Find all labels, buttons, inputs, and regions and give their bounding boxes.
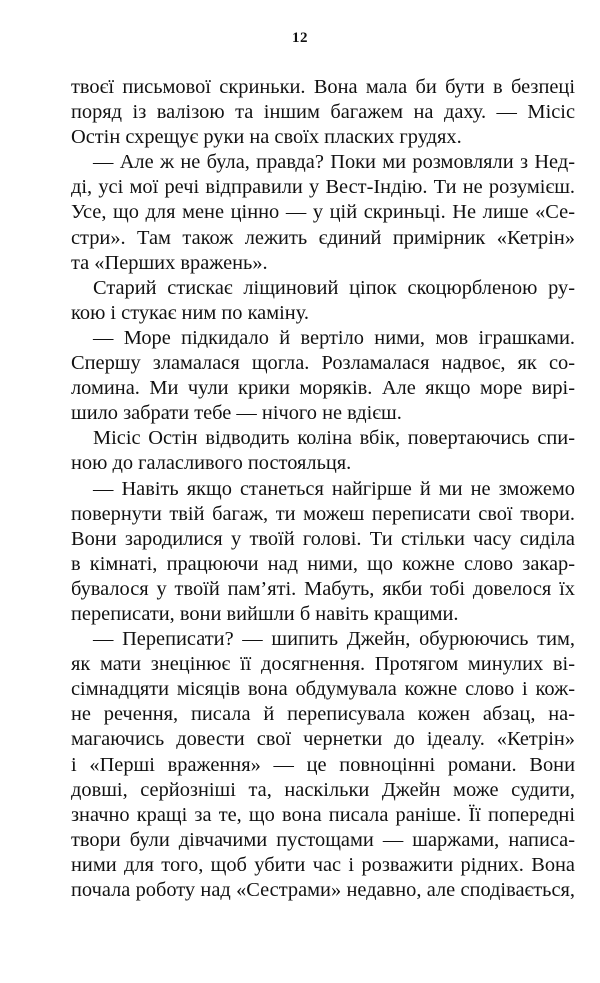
text-line: і «Перші враження» — це повноцінні романи. Вони bbox=[71, 753, 575, 776]
text-line: стри». Там також лежить єдиний примірник «Кетрін» bbox=[71, 226, 575, 249]
text-line: ломина. Ми чули крики моряків. Але якщо море вирі- bbox=[71, 377, 575, 400]
text-line: ді, усі мої речі відправили у Вест-Індію. Ти не розумієш. bbox=[71, 176, 575, 199]
text-line: Спершу зламалася щогла. Розламалася надвоє, як со- bbox=[71, 352, 575, 375]
text-line: магаючись довести свої чернетки до ідеалу. «Кетрін» bbox=[71, 728, 575, 751]
text-line: значно кращі за те, що вона писала раніше. Її попередні bbox=[71, 803, 575, 826]
page-number: 12 bbox=[292, 30, 308, 46]
text-line: Місіс Остін відводить коліна вбік, повертаючись спи- bbox=[93, 427, 575, 450]
text-line: твоєї письмової скриньки. Вона мала би бути в безпеці bbox=[71, 76, 575, 98]
text-line: бувалося у твоїй пам’яті. Мабуть, якби тобі довелося їх bbox=[71, 577, 575, 600]
text-line: — Переписати? — шипить Джейн, обурюючись тим, bbox=[93, 628, 575, 651]
body-text bbox=[71, 75, 575, 903]
text-line: почала роботу над «Сестрами» недавно, але сподівається, bbox=[71, 879, 575, 901]
text-line: ною до галасливого постояльця. bbox=[71, 452, 352, 475]
text-line: сімнадцяти місяців вона обдумувала кожне слово і кож- bbox=[71, 678, 575, 701]
text-line: Старий стискає ліщиновий ціпок скоцюрбленою ру- bbox=[93, 276, 575, 299]
text-line: Вони зародилися у твоїй голові. Ти стільки часу сиділа bbox=[71, 527, 575, 550]
text-line: твори були дівчачими пустощами — шаржами, написа- bbox=[71, 828, 575, 851]
text-line: переписати, вони вийшли б навіть кращими. bbox=[71, 602, 459, 625]
text-line: кою і стукає ним по каміну. bbox=[71, 301, 309, 324]
text-line: поряд із валізою та іншим багажем на даху. — Місіс bbox=[71, 101, 575, 124]
text-line: — Море підкидало й вертіло ними, мов іграшками. bbox=[93, 326, 575, 349]
text-line: Остін схрещує руки на своїх пласких грудях. bbox=[71, 126, 462, 149]
text-line: та «Перших вражень». bbox=[71, 251, 268, 274]
text-line: Усе, що для мене цінно — у цій скриньці. Не лише «Се- bbox=[71, 201, 575, 224]
text-line: — Але ж не була, правда? Поки ми розмовляли з Нед- bbox=[93, 151, 575, 174]
text-line: ними для того, щоб убити час і розважити рідних. Вона bbox=[71, 853, 575, 876]
text-line: повернути твій багаж, ти можеш переписати свої твори. bbox=[71, 502, 575, 525]
text-line: не речення, писала й переписувала кожен абзац, на- bbox=[71, 703, 575, 726]
text-line: як мати знецінює її досягнення. Протягом минулих ві- bbox=[71, 653, 575, 676]
text-line: — Навіть якщо станеться найгірше й ми не зможемо bbox=[93, 477, 575, 500]
text-line: шило забрати тебе — нічого не вдієш. bbox=[71, 402, 402, 425]
text-line: довші, серйозніші та, наскільки Джейн може судити, bbox=[71, 778, 575, 801]
text-line: в кімнаті, працюючи над ними, що кожне слово закар- bbox=[71, 552, 575, 575]
